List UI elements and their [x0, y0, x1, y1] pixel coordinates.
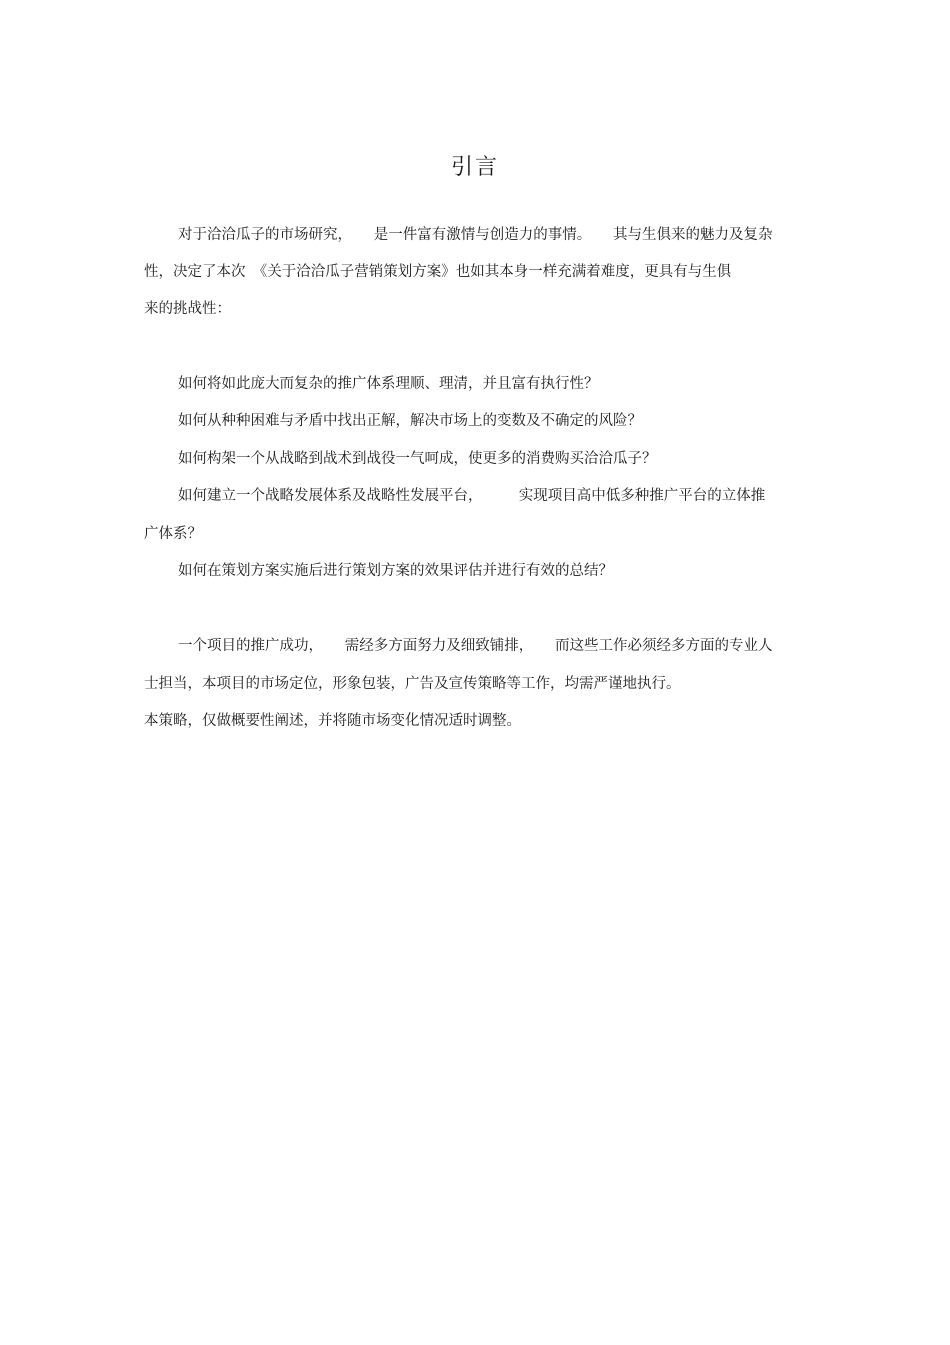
intro-line-2: 性，决定了本次 《关于洽洽瓜子营销策划方案》也如其本身一样充满着难度，更具有与生俱 — [144, 264, 732, 280]
closing-line-3: 本策略，仅做概要性阐述，并将随市场变化情况适时调整。 — [144, 713, 521, 729]
question-2: 如何从种种困难与矛盾中找出正解，解决市场上的变数及不确定的风险？ — [178, 413, 642, 429]
intro-line-1: 对于洽洽瓜子的市场研究， 是一件富有激情与创造力的事情。 其与生俱来的魅力及复杂 — [178, 227, 773, 243]
question-3: 如何构架一个从战略到战术到战役一气呵成，使更多的消费购买洽洽瓜子？ — [178, 451, 657, 467]
page-title: 引言 — [450, 155, 499, 180]
question-5: 如何在策划方案实施后进行策划方案的效果评估并进行有效的总结？ — [178, 563, 613, 579]
intro-line-3: 来的挑战性： — [144, 301, 231, 317]
question-1: 如何将如此庞大而复杂的推广体系理顺、理清，并且富有执行性？ — [178, 376, 599, 392]
closing-line-1: 一个项目的推广成功， 需经多方面努力及细致铺排， 而这些工作必须经多方面的专业人 — [178, 638, 773, 654]
closing-line-2: 士担当，本项目的市场定位，形象包装，广告及宣传策略等工作，均需严谨地执行。 — [144, 676, 681, 692]
question-4-line-2: 广体系？ — [144, 526, 202, 542]
question-4-line-1: 如何建立一个战略发展体系及战略性发展平台， 实现项目高中低多种推广平台的立体推 — [178, 488, 766, 504]
